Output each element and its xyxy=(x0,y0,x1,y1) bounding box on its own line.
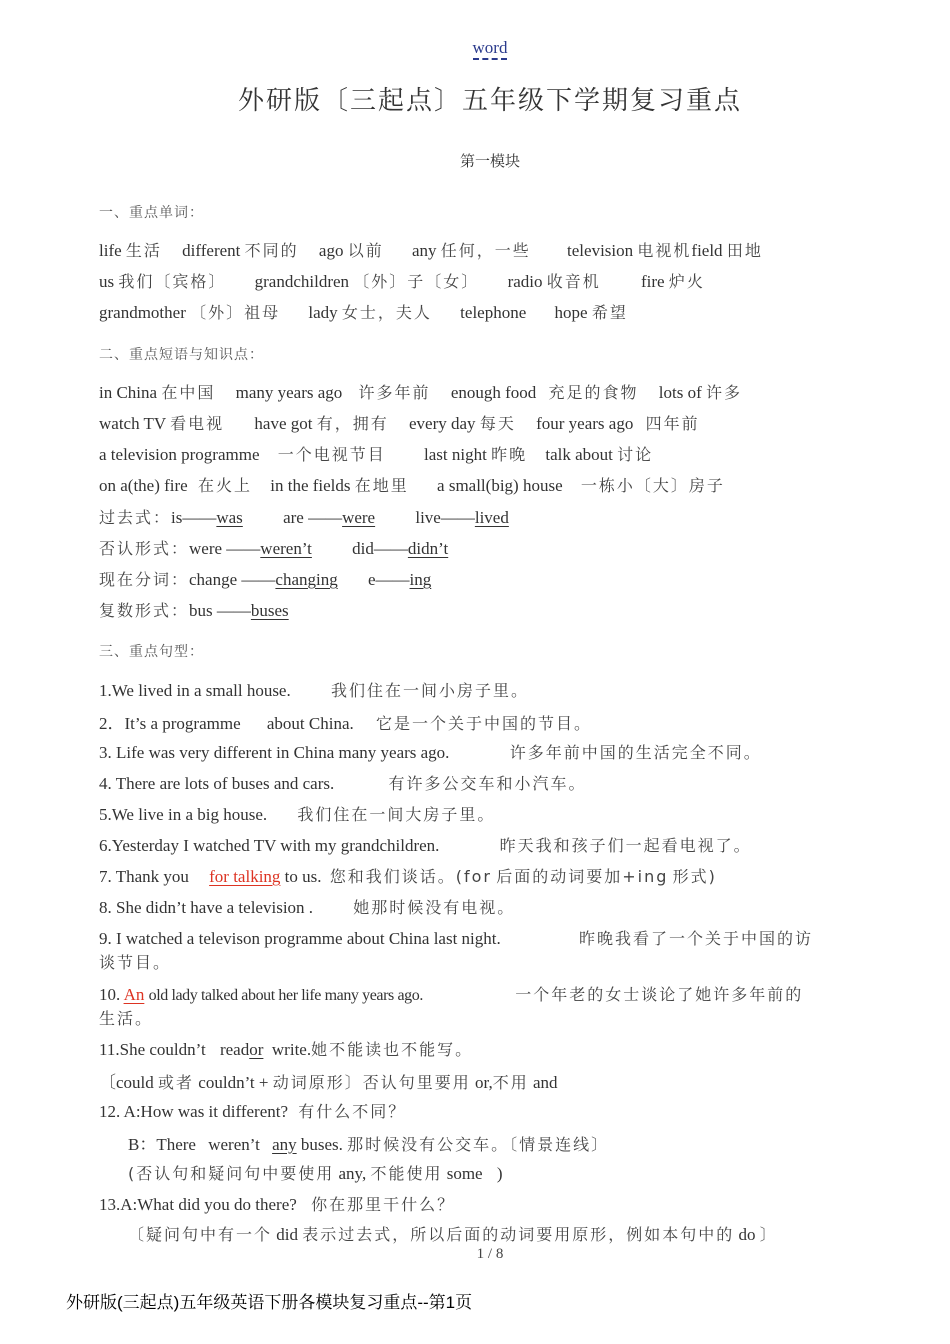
phrase-row-1: in China 在中国 many years ago 许多年前 enough food 充足的食物 lots of 许多 xyxy=(99,383,743,402)
phrase-row-4: on a(the) fire 在火上 in the fields 在地里 a small(big) house 一栋小〔大〕房子 xyxy=(99,476,725,495)
sentence-8: 8. She didn’t have a television . 她那时候没有电视。 xyxy=(99,898,516,917)
sentence-10-continued: 生活。 xyxy=(99,1009,154,1028)
sentence-1: 1.We lived in a small house. 我们住在一间小房子里。 xyxy=(99,681,529,700)
page-title: 外研版〔三起点〕五年级下学期复习重点 xyxy=(237,86,742,116)
negative-form-row: 否认形式：were ——weren’t did——didn’t xyxy=(99,539,449,558)
phrase-row-3: a television programme 一个电视节目 last night 昨晚 talk about 讨论 xyxy=(99,445,654,464)
sentence-13: 13.A:What did you do there? 你在那里干什么？ xyxy=(99,1195,456,1214)
plural-form-row: 复数形式：bus ——buses xyxy=(99,601,289,620)
sentence-10: 10. An old lady talked about her life many years ago. 一个年老的女士谈论了她许多年前的 xyxy=(99,985,804,1004)
phrase-row-2: watch TV 看电视 have got 有，拥有 every day 每天 four years ago 四年前 xyxy=(99,414,700,433)
sentence-11: 11.She couldn’t reador write.她不能读也不能写。 xyxy=(99,1040,474,1059)
sentence-11-note: 〔could 或者 couldn’t + 动词原形〕否认句里要用 or,不用 and xyxy=(99,1073,558,1092)
vocab-row-3: grandmother 〔外〕祖母 lady 女士，夫人 telephone hope 希望 xyxy=(99,303,628,322)
sentence-12-b: B：There weren’t any buses. 那时候没有公交车。〔情景连线〕 xyxy=(128,1135,610,1154)
sentence-4: 4. There are lots of buses and cars. 有许多公交车和小汽车。 xyxy=(99,774,587,793)
past-tense-row: 过去式：is——was are ——were live——lived xyxy=(99,508,509,527)
page-footer: 外研版(三起点)五年级英语下册各模块复习重点--第1页 xyxy=(66,1293,473,1312)
sentence-12-a: 12. A:How was it different? 有什么不同？ xyxy=(99,1102,407,1121)
section-heading-phrases: 二、重点短语与知识点： xyxy=(99,347,264,363)
sentence-12-note: (否认句和疑问句中要使用 any, 不能使用 some ) xyxy=(128,1164,503,1183)
header-word: word xyxy=(0,38,950,58)
sentence-5: 5.We live in a big house. 我们住在一间大房子里。 xyxy=(99,805,496,824)
present-participle-row: 现在分词：change ——changing e——ing xyxy=(99,570,432,589)
page-number: 1 / 8 xyxy=(476,1246,504,1262)
vocab-row-1: life 生活 different 不同的 ago 以前 any 任何，一些 television 电视机field 田地 xyxy=(99,241,763,260)
sentence-3: 3. Life was very different in China many years ago. 许多年前中国的生活完全不同。 xyxy=(99,743,762,762)
sentence-9-continued: 谈节目。 xyxy=(99,953,172,972)
sentence-9: 9. I watched a televison programme about China last night. 昨晚我看了一个关于中国的访 xyxy=(99,929,814,948)
sentence-13-note: 〔疑问句中有一个 did 表示过去式，所以后面的动词要用原形，例如本句中的 do 〕 xyxy=(128,1225,778,1244)
sentence-7: 7. Thank you for talking to us. 您和我们谈话。(for 后面的动词要加+ing 形式) xyxy=(99,867,717,886)
section-heading-sentences: 三、重点句型： xyxy=(99,644,204,660)
section-heading-vocab: 一、重点单词： xyxy=(99,205,204,221)
module-heading: 第一模块 xyxy=(459,152,520,170)
sentence-2: 2．It’s a programme about China. 它是一个关于中国的节目。 xyxy=(99,714,593,733)
vocab-row-2: us 我们〔宾格〕 grandchildren 〔外〕子〔女〕 radio 收音机 fire 炉火 xyxy=(99,272,705,291)
sentence-6: 6.Yesterday I watched TV with my grandchildren. 昨天我和孩子们一起看电视了。 xyxy=(99,836,752,855)
